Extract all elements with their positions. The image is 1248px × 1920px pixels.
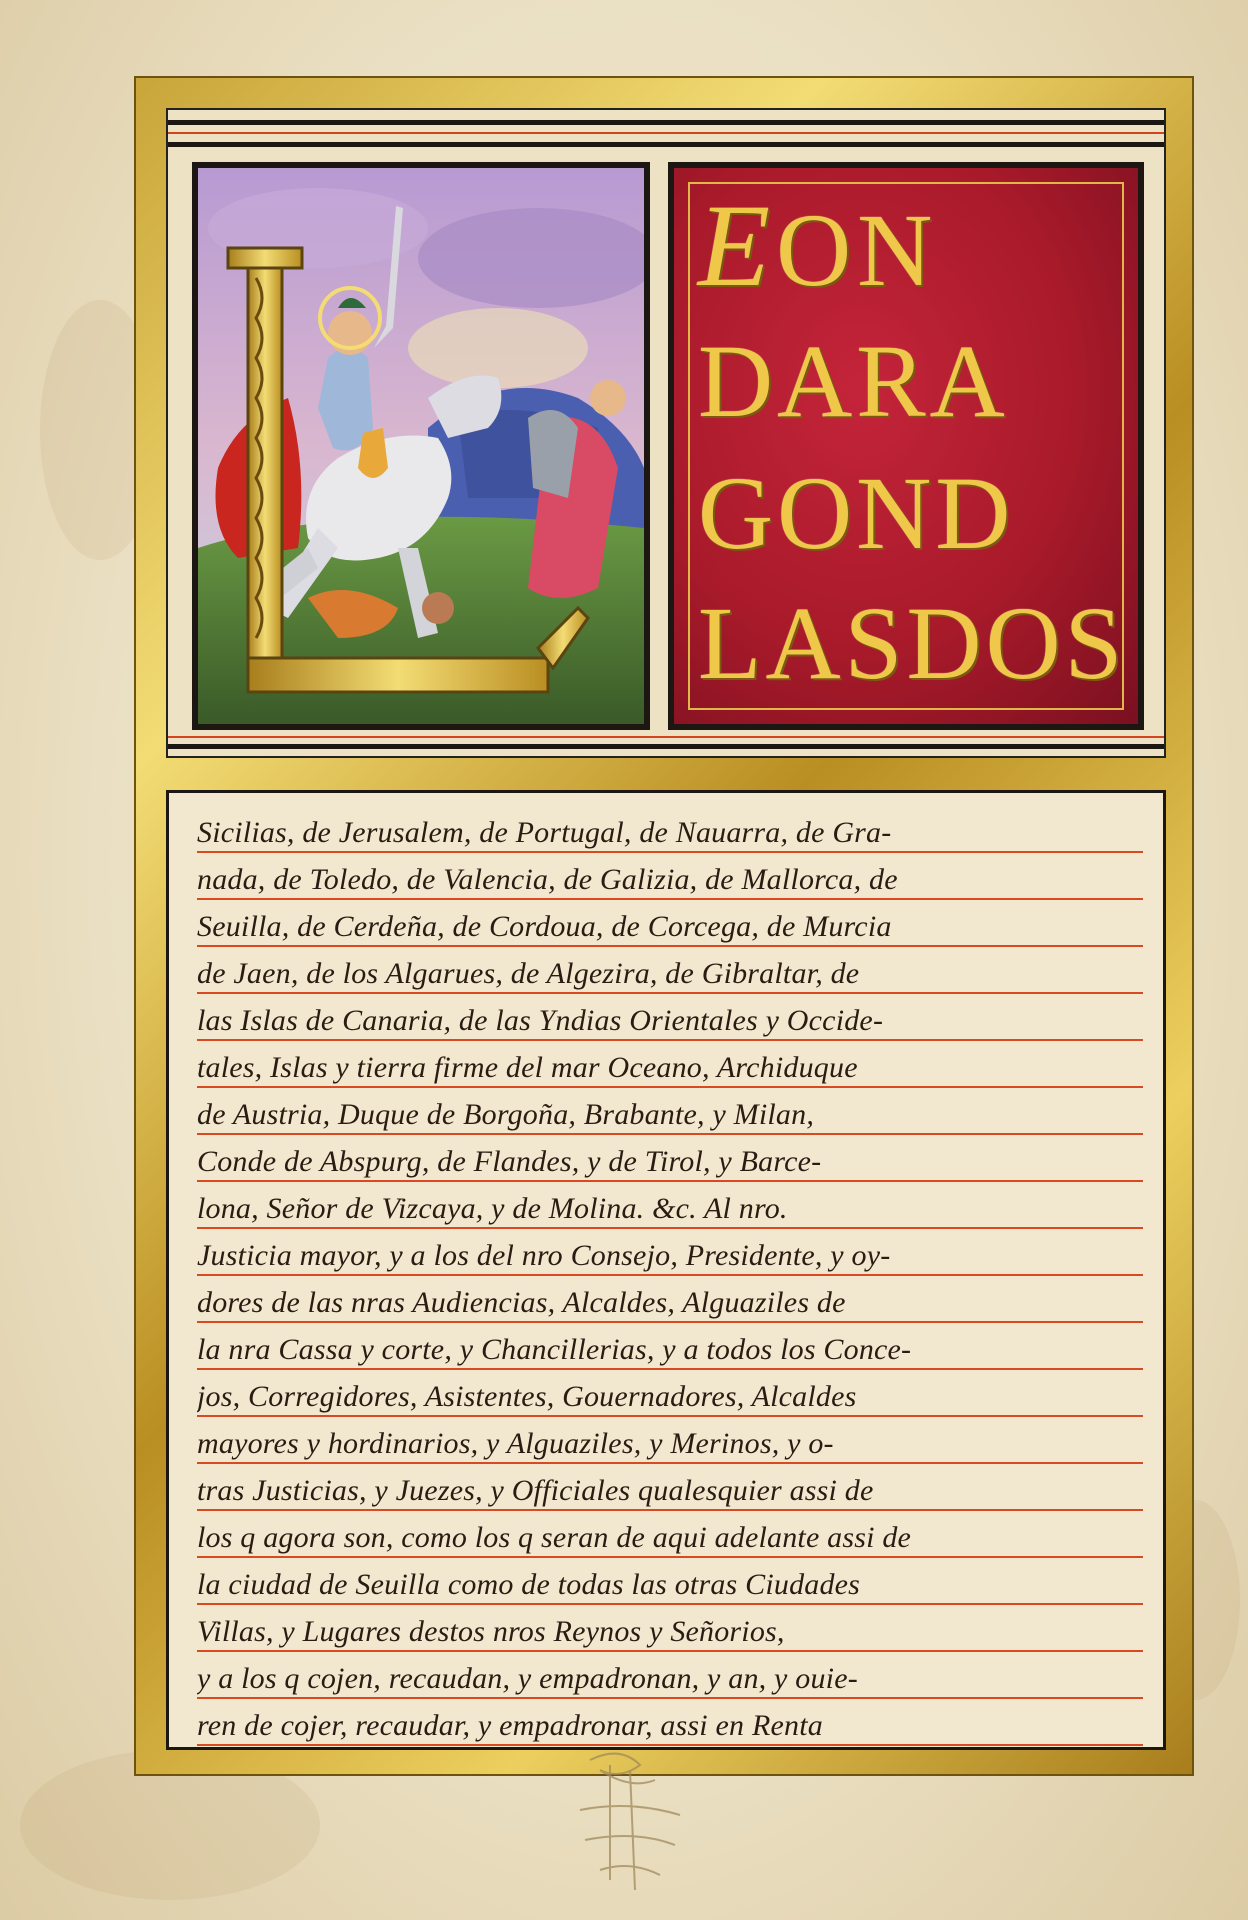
text-line: Sicilias, de Jerusalem, de Portugal, de Nauarra, de Gra-: [197, 811, 1143, 855]
title-line: DARA: [698, 324, 1009, 439]
text-line: las Islas de Canaria, de las Yndias Orientales y Occide-: [197, 999, 1143, 1043]
text-line: nada, de Toledo, de Valencia, de Galizia, de Mallorca, de: [197, 858, 1143, 902]
title-panel: [668, 162, 1144, 730]
saint-on-horseback-illumination-icon: [198, 168, 644, 724]
header-rule: [168, 132, 1164, 134]
title-line: LASDOS: [698, 586, 1127, 701]
signature-flourish-icon: [560, 1740, 700, 1900]
text-line: tales, Islas y tierra firme del mar Oceano, Archiduque: [197, 1046, 1143, 1090]
miniature-painting: [192, 162, 650, 730]
text-line: la ciudad de Seuilla como de todas las otras Ciudades: [197, 1563, 1143, 1607]
header-rule: [168, 120, 1164, 125]
manuscript-text-block: [166, 790, 1166, 1750]
text-line: jos, Corregidores, Asistentes, Gouernadores, Alcaldes: [197, 1375, 1143, 1419]
header-rule: [168, 142, 1164, 147]
text-line: Seuilla, de Cerdeña, de Cordoua, de Corcega, de Murcia: [197, 905, 1143, 949]
title-line: EON: [698, 180, 939, 311]
text-line: lona, Señor de Vizcaya, y de Molina. &c. Al nro.: [197, 1187, 1143, 1231]
header-rule: [168, 736, 1164, 738]
text-line: Villas, y Lugares destos nros Reynos y Señorios,: [197, 1610, 1143, 1654]
text-line: Justicia mayor, y a los del nro Consejo, Presidente, y oy-: [197, 1234, 1143, 1278]
text-line: tras Justicias, y Juezes, y Officiales qualesquier assi de: [197, 1469, 1143, 1513]
text-line: la nra Cassa y corte, y Chancillerias, y a todos los Conce-: [197, 1328, 1143, 1372]
text-line: ren de cojer, recaudar, y empadronar, assi en Renta: [197, 1704, 1143, 1748]
text-line: de Austria, Duque de Borgoña, Brabante, y Milan,: [197, 1093, 1143, 1137]
text-line: dores de las nras Audiencias, Alcaldes, Alguaziles de: [197, 1281, 1143, 1325]
text-line: mayores y hordinarios, y Alguaziles, y Merinos, y o-: [197, 1422, 1143, 1466]
gilded-frame: [134, 76, 1194, 1776]
title-line: GOND: [698, 456, 1015, 571]
text-line: de Jaen, de los Algarues, de Algezira, de Gibraltar, de: [197, 952, 1143, 996]
illuminated-header: [166, 108, 1166, 758]
text-line: Conde de Abspurg, de Flandes, y de Tirol, y Barce-: [197, 1140, 1143, 1184]
text-line: los q agora son, como los q seran de aqui adelante assi de: [197, 1516, 1143, 1560]
header-rule: [168, 744, 1164, 749]
text-line: y a los q cojen, recaudan, y empadronan, y an, y ouie-: [197, 1657, 1143, 1701]
